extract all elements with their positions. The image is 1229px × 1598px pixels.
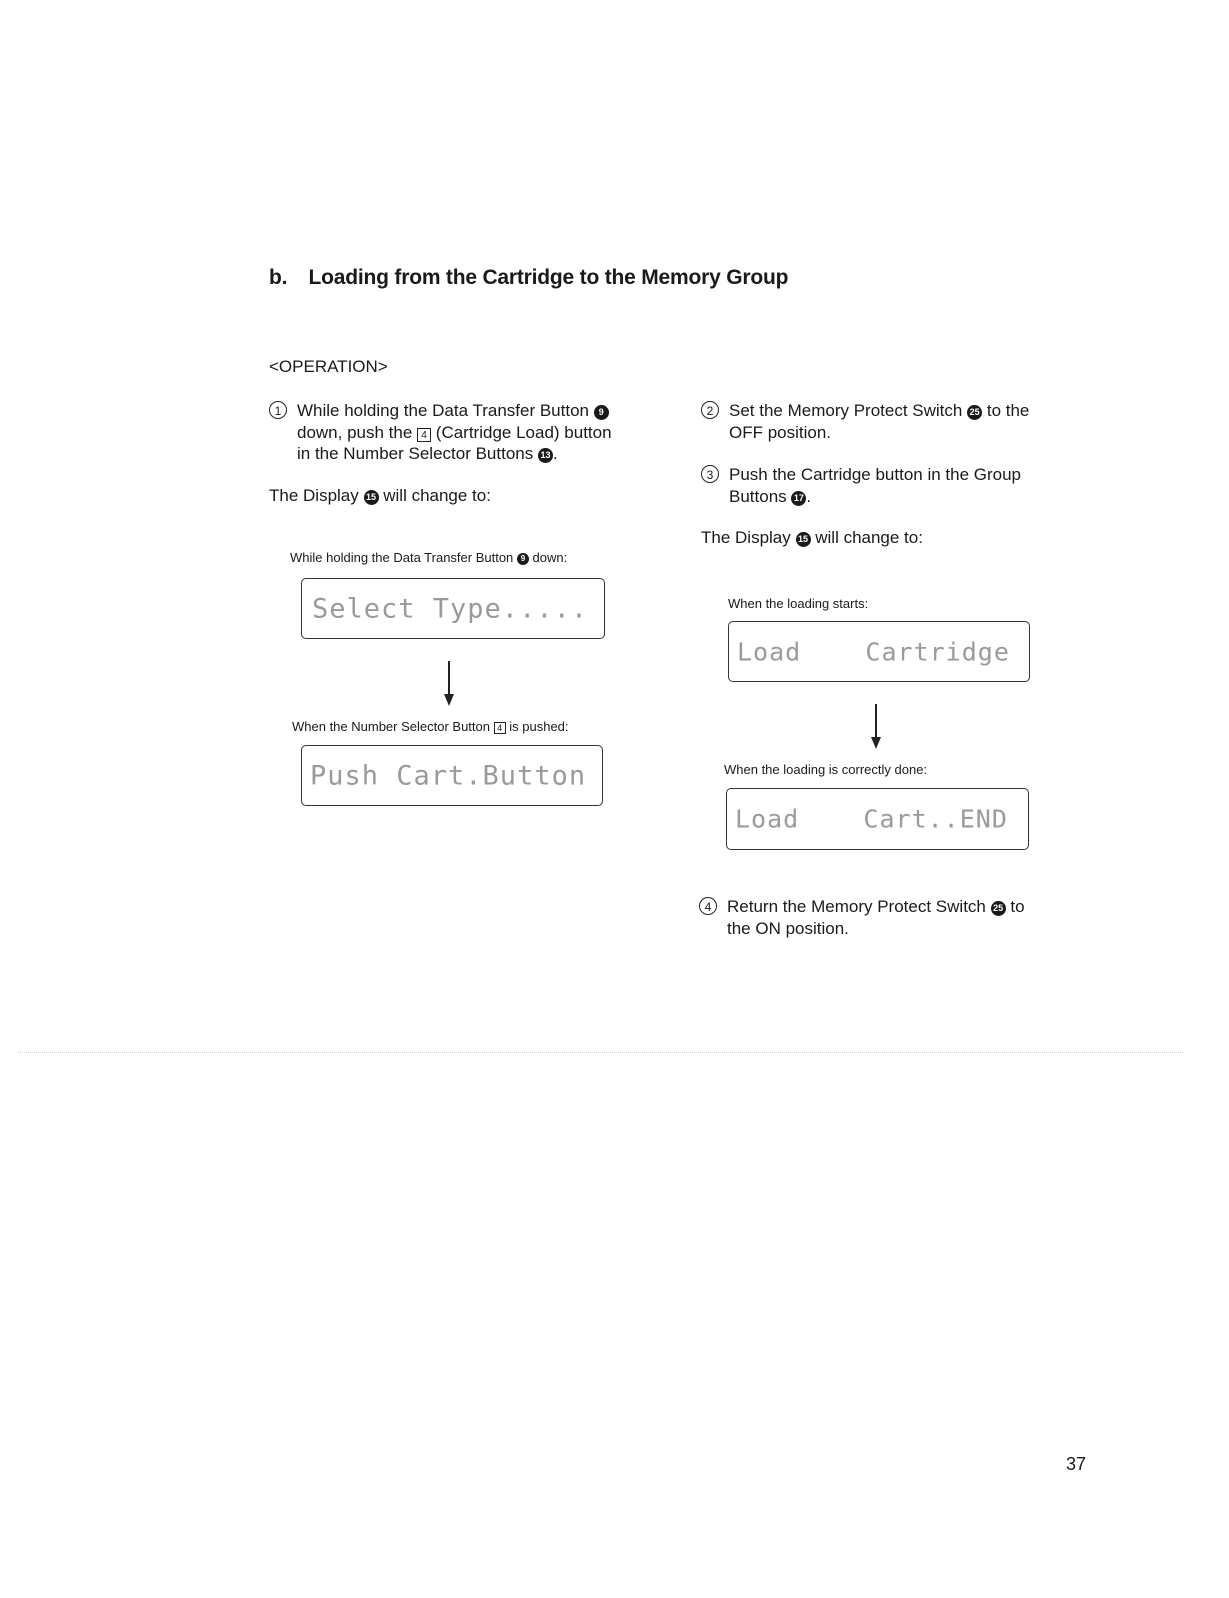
section-title-part1: Loading from the Cartridge to the (308, 266, 636, 289)
caption-2 (292, 719, 569, 734)
group-buttons-ref-icon: 17 (791, 491, 806, 506)
caption-1-pre: While holding the Data Transfer Button (290, 550, 514, 565)
lcd-text-2: Push Cart.Button (310, 760, 587, 791)
step4-line2: the ON position. (727, 918, 849, 938)
step-1: 1 While holding the Data Transfer Button 9 down, push the 4 (Cartridge Load) button in the Number Selector Buttons 13 . (269, 400, 639, 465)
step-number-3: 3 (701, 465, 719, 483)
caption-3: When the loading starts: (728, 596, 869, 611)
caption-2-key-icon: 4 (494, 722, 506, 734)
arrow-down-icon-1 (448, 661, 450, 695)
caption-4: When the loading is correctly done: (724, 762, 928, 777)
step3-line2: Buttons (729, 486, 787, 506)
lcd-text-1: Select Type..... (312, 593, 589, 624)
step-number-4: 4 (699, 897, 717, 915)
lcd-display-1 (301, 578, 605, 639)
memory-protect-ref-icon: 25 (967, 405, 982, 420)
step2-line1-post: to the (986, 401, 1030, 420)
step2-line1: Set the Memory Protect Switch (729, 401, 963, 420)
step-number-1: 1 (269, 401, 287, 419)
memory-protect-ref-icon-2: 25 (991, 901, 1006, 916)
display-change-right (701, 528, 923, 548)
caption-2-pre: When the Number Selector Button (292, 719, 490, 734)
step1-line2-pre: down, push the (297, 422, 413, 442)
key-4-icon: 4 (417, 428, 431, 442)
step1-line3: in the Number Selector Buttons (297, 444, 534, 463)
step3-line1: Push the Cartridge button in the Group (729, 465, 1022, 484)
caption-1-ref-icon: 9 (517, 553, 529, 565)
display-change-right-post: will change to: (815, 528, 923, 547)
arrow-head-icon-2 (871, 737, 881, 749)
lcd-text-4: Load Cart..END (735, 804, 1008, 834)
lcd-text-3: Load Cartridge (737, 637, 1010, 666)
lcd-display-4 (726, 788, 1029, 850)
step1-line1: While holding the Data Transfer Button (297, 401, 589, 420)
step4-line1: Return the Memory Protect Switch (727, 897, 986, 916)
display-change-left (269, 486, 491, 506)
step-4 (699, 896, 1079, 939)
page-divider (18, 1052, 1183, 1053)
section-heading (269, 266, 788, 290)
step4-line1-post: to (1010, 897, 1025, 916)
step-3: 3 Push the Cartridge button in the Group Buttons 17 . (701, 464, 1071, 507)
step2-line2: OFF position. (729, 422, 832, 442)
operation-label: <OPERATION> (269, 357, 388, 376)
display-change-left-text: The Display (269, 486, 359, 505)
section-prefix: b. (269, 266, 288, 289)
number-selector-ref-icon: 13 (538, 448, 553, 463)
caption-2-post: is pushed: (509, 719, 569, 734)
lcd-display-3 (728, 621, 1030, 682)
step-2 (701, 400, 1071, 443)
display-ref-icon-left: 15 (364, 490, 379, 505)
lcd-display-2 (301, 745, 603, 806)
section-title-part2: Memory Group (641, 266, 789, 289)
display-change-right-text: The Display (701, 528, 791, 547)
step-number-2: 2 (701, 401, 719, 419)
step1-line2-post: (Cartridge Load) button (435, 422, 612, 442)
display-ref-icon-right: 15 (796, 532, 811, 547)
arrow-down-icon-2 (875, 704, 877, 738)
arrow-head-icon-1 (444, 694, 454, 706)
display-change-left-post: will change to: (383, 486, 491, 505)
caption-1-post: down: (532, 550, 568, 565)
data-transfer-button-ref-icon: 9 (594, 405, 609, 420)
caption-1 (290, 550, 567, 565)
page-number: 37 (1066, 1454, 1087, 1474)
